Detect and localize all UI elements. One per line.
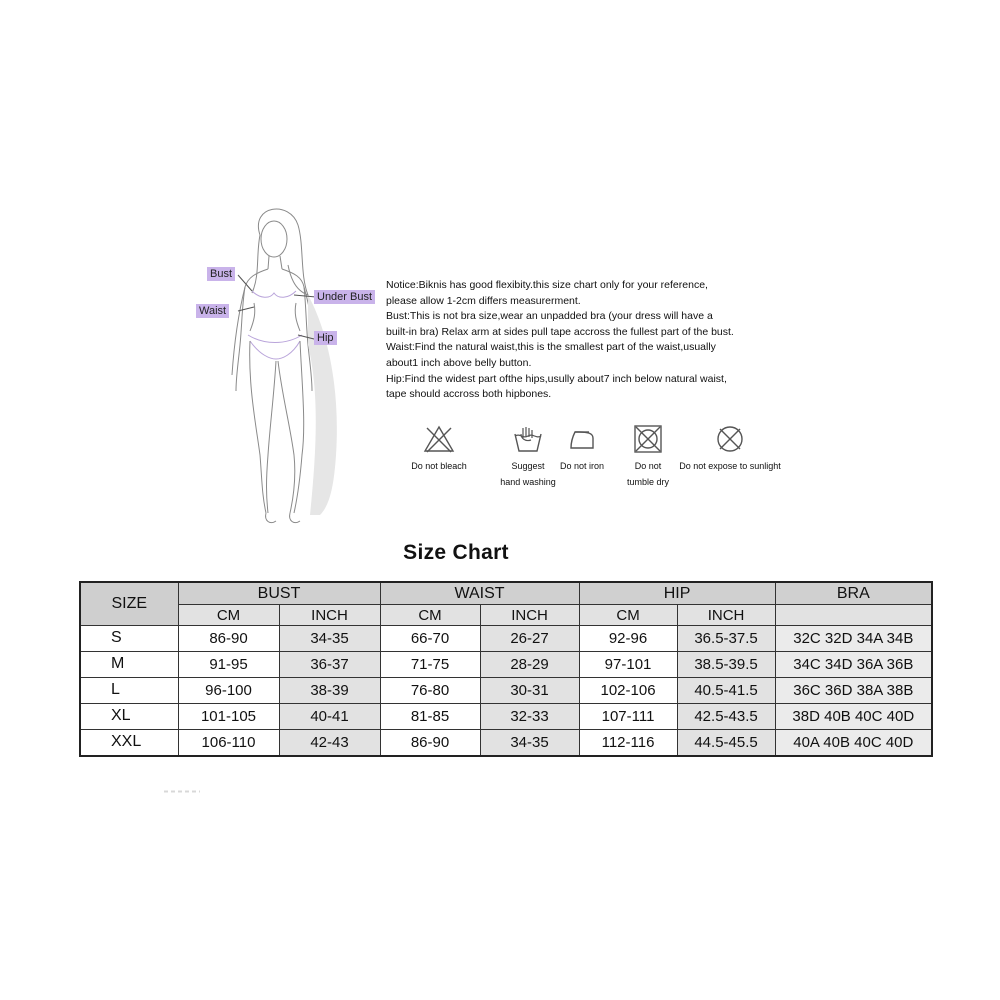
bra-header: BRA [775, 582, 932, 605]
bust-inch-cell: 38-39 [279, 677, 380, 703]
bust-cm-cell: 91-95 [178, 651, 279, 677]
bust-header: BUST [178, 582, 380, 605]
waist-inch-cell: 32-33 [480, 703, 579, 729]
size-cell: M [80, 651, 178, 677]
table-row [80, 651, 932, 677]
waist-label: Waist [196, 304, 229, 318]
hip-label: Hip [314, 331, 337, 345]
notice-line: Bust:This is not bra size,wear an unpadded bra (your dress will have a [386, 310, 713, 323]
hip-inch-cell: 40.5-41.5 [677, 677, 775, 703]
bust-cm-header: CM [178, 605, 279, 626]
size-chart-table [79, 581, 933, 757]
body-measurement-figure [190, 195, 390, 535]
no-sunlight-icon [713, 424, 747, 454]
hip-cm-header: CM [579, 605, 677, 626]
table-row [80, 729, 932, 756]
care-item-no-bleach: Do not bleach [404, 424, 474, 474]
measurement-notice [386, 278, 826, 403]
hip-inch-cell: 44.5-45.5 [677, 729, 775, 756]
size-header: SIZE [80, 582, 178, 626]
waist-cm-header: CM [380, 605, 480, 626]
waist-header: WAIST [380, 582, 579, 605]
bra-cell: 32C 32D 34A 34B [775, 626, 932, 652]
faint-mark [164, 790, 200, 793]
bra-sub-header [775, 605, 932, 626]
waist-inch-cell: 26-27 [480, 626, 579, 652]
size-cell: L [80, 677, 178, 703]
hip-cm-cell: 107-111 [579, 703, 677, 729]
size-chart-title: Size Chart [403, 541, 509, 564]
bra-cell: 34C 34D 36A 36B [775, 651, 932, 677]
under-bust-label: Under Bust [314, 290, 375, 304]
bust-inch-cell: 42-43 [279, 729, 380, 756]
bust-cm-cell: 101-105 [178, 703, 279, 729]
hip-inch-cell: 38.5-39.5 [677, 651, 775, 677]
size-cell: XL [80, 703, 178, 729]
bra-cell: 36C 36D 38A 38B [775, 677, 932, 703]
woman-figure-sketch [190, 195, 390, 535]
no-bleach-icon [422, 424, 456, 454]
table-row [80, 703, 932, 729]
bust-inch-header: INCH [279, 605, 380, 626]
size-cell: S [80, 626, 178, 652]
size-cell: XXL [80, 729, 178, 756]
care-item-hand-wash: Suggest hand washing [492, 424, 564, 490]
bra-cell: 38D 40B 40C 40D [775, 703, 932, 729]
hip-inch-cell: 42.5-43.5 [677, 703, 775, 729]
hip-inch-header: INCH [677, 605, 775, 626]
care-item-no-sunlight: Do not expose to sunlight [670, 424, 790, 474]
waist-inch-cell: 28-29 [480, 651, 579, 677]
notice-line: Notice:Biknis has good flexibity.this size chart only for your reference, [386, 279, 708, 291]
hip-inch-cell: 36.5-37.5 [677, 626, 775, 652]
hip-header: HIP [579, 582, 775, 605]
notice-line: built-in bra) Relax arm at sides pull tape accross the fullest part of the bust. [386, 325, 734, 338]
table-row [80, 677, 932, 703]
notice-line: please allow 1-2cm differs measurerment. [386, 294, 581, 307]
care-item-no-tumble-dry: Do not tumble dry [620, 424, 676, 490]
waist-cm-cell: 86-90 [380, 729, 480, 756]
waist-cm-cell: 81-85 [380, 703, 480, 729]
hip-cm-cell: 92-96 [579, 626, 677, 652]
no-tumble-dry-icon [631, 424, 665, 454]
table-row [80, 626, 932, 652]
waist-cm-cell: 66-70 [380, 626, 480, 652]
notice-line: Waist:Find the natural waist,this is the smallest part of the waist,usually [386, 341, 716, 354]
waist-cm-cell: 71-75 [380, 651, 480, 677]
hip-cm-cell: 97-101 [579, 651, 677, 677]
care-item-no-iron: Do not iron [552, 424, 612, 474]
bust-cm-cell: 86-90 [178, 626, 279, 652]
bust-cm-cell: 106-110 [178, 729, 279, 756]
bra-cell: 40A 40B 40C 40D [775, 729, 932, 756]
bust-inch-cell: 40-41 [279, 703, 380, 729]
no-iron-icon [565, 424, 599, 454]
bust-inch-cell: 36-37 [279, 651, 380, 677]
hip-cm-cell: 102-106 [579, 677, 677, 703]
notice-line: Hip:Find the widest part ofthe hips,usully about7 inch below natural waist, [386, 372, 727, 385]
waist-inch-cell: 34-35 [480, 729, 579, 756]
waist-inch-header: INCH [480, 605, 579, 626]
notice-line: about1 inch above belly button. [386, 356, 532, 369]
bust-cm-cell: 96-100 [178, 677, 279, 703]
waist-cm-cell: 76-80 [380, 677, 480, 703]
hand-wash-icon [511, 424, 545, 454]
hip-cm-cell: 112-116 [579, 729, 677, 756]
notice-line: tape should accross both hipbones. [386, 388, 552, 401]
bust-label: Bust [207, 267, 235, 281]
bust-inch-cell: 34-35 [279, 626, 380, 652]
waist-inch-cell: 30-31 [480, 677, 579, 703]
